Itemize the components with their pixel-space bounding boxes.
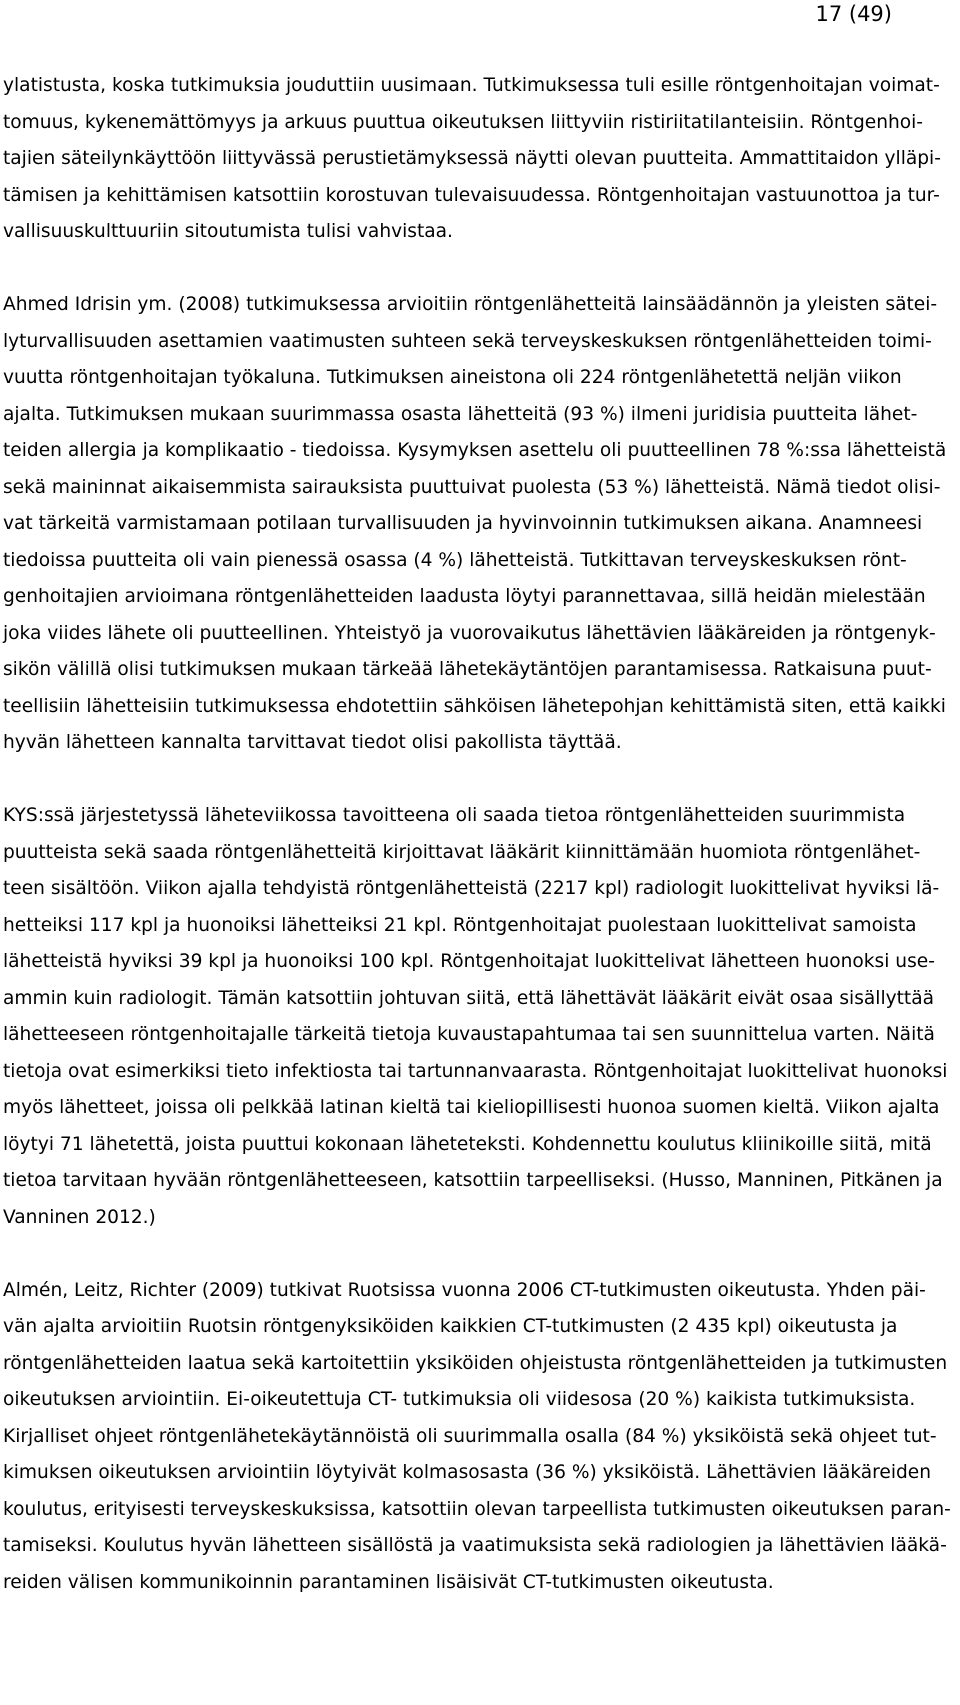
text-line: joka viides lähete oli puutteellinen. Yhteistyö ja vuorovaikutus lähettävien lääkäreiden ja röntgenyk-	[3, 622, 936, 644]
text-line: hyvän lähetteen kannalta tarvittavat tiedot olisi pakollista täyttää.	[3, 732, 622, 753]
text-line: myös lähetteet, joissa oli pelkkää latinan kieltä tai kieliopillisesti huonoa suomen kieltä. Viikon ajalta	[3, 1097, 940, 1118]
text-line: tajien säteilynkäyttöön liittyvässä perustietämyksessä näytti olevan puutteita. Ammattitaidon ylläpi-	[3, 148, 941, 169]
text-line: tämisen ja kehittämisen katsottiin korostuvan tulevaisuudessa. Röntgenhoitajan vastuunottoa ja tur-	[3, 184, 940, 206]
text-line: ylatistusta, koska tutkimuksia jouduttiin uusimaan. Tutkimuksessa tuli esille röntgenhoitajan voimat-	[3, 75, 940, 96]
text-line: teellisiin lähetteisiin tutkimuksessa ehdotettiin sähköisen lähetepohjan kehittämistä siten, että kaikki	[3, 695, 946, 717]
page-number: 17 (49)	[815, 2, 892, 26]
text-line: KYS:ssä järjestetyssä läheteviikossa tavoitteena oli saada tietoa röntgenlähetteiden suurimmista	[3, 805, 906, 826]
text-line: hetteiksi 117 kpl ja huonoiksi lähetteiksi 21 kpl. Röntgenhoitajat puolestaan luokittelivat samoista	[3, 914, 917, 936]
text-line: oikeutuksen arviointiin. Ei-oikeutettuja CT- tutkimuksia oli viidesosa (20 %) kaikista tutkimuksista.	[3, 1389, 916, 1410]
text-line: vän ajalta arvioitiin Ruotsin röntgenyksiköiden kaikkien CT-tutkimusten (2 435 kpl) oikeutusta ja	[3, 1316, 898, 1337]
text-line: ajalta. Tutkimuksen mukaan suurimmassa osasta lähetteitä (93 %) ilmeni juridisia puutteita lähet-	[3, 403, 918, 425]
text-line: löytyi 71 lähetettä, joista puuttui kokonaan läheteteksti. Kohdennettu koulutus kliinikoille siitä, mitä	[3, 1133, 932, 1155]
text-line: vuutta röntgenhoitajan työkaluna. Tutkimuksen aineistona oli 224 röntgenlähetettä neljän viikon	[3, 367, 902, 388]
text-line: lyturvallisuuden asettamien vaatimusten suhteen sekä terveyskeskuksen röntgenlähetteiden toimi-	[3, 330, 932, 352]
text-line: lähetteeseen röntgenhoitajalle tärkeitä tietoja kuvaustapahtumaa tai sen suunnittelua varten. Näitä	[3, 1024, 935, 1045]
text-line: genhoitajien arvioimana röntgenlähetteiden laadusta löytyi parannettavaa, sillä heidän mielestään	[3, 586, 926, 607]
text-line: röntgenlähetteiden laatua sekä kartoitettiin yksiköiden ohjeistusta röntgenlähetteiden ja tutkimusten	[3, 1352, 948, 1374]
paragraph-4	[3, 1273, 958, 1602]
text-line: koulutus, erityisesti terveyskeskuksissa, katsottiin olevan tarpeellista tutkimusten oikeutuksen paran-	[3, 1498, 951, 1520]
text-line: kimuksen oikeutuksen arviointiin löytyivät kolmasosasta (36 %) yksiköistä. Lähettävien lääkäreiden	[3, 1462, 932, 1483]
text-line: vat tärkeitä varmistamaan potilaan turvallisuuden ja hyvinvoinnin tutkimuksen aikana. Anamneesi	[3, 513, 923, 534]
text-line: tiedoissa puutteita oli vain pienessä osassa (4 %) lähetteistä. Tutkittavan terveyskeskuksen rönt-	[3, 549, 907, 571]
text-line: Kirjalliset ohjeet röntgenlähetekäytännöistä oli suurimmalla osalla (84 %) yksiköistä sekä ohjeet tut-	[3, 1425, 937, 1447]
text-line: tamiseksi. Koulutus hyvän lähetteen sisällöstä ja vaatimuksista sekä radiologien ja lähettävien lääkä-	[3, 1535, 947, 1556]
paragraph-1	[3, 68, 958, 251]
text-line: puutteista sekä saada röntgenlähetteitä kirjoittavat lääkärit kiinnittämään huomiota röntgenlähet-	[3, 841, 921, 863]
text-line: teen sisältöön. Viikon ajalla tehdyistä röntgenlähetteistä (2217 kpl) radiologit luokittelivat hyviksi lä-	[3, 878, 940, 899]
paragraph-spacer	[3, 251, 958, 288]
text-line: ammin kuin radiologit. Tämän katsottiin johtuvan siitä, että lähettävät lääkärit eivät osaa sisällyttää	[3, 987, 935, 1009]
text-line: vallisuuskulttuuriin sitoutumista tulisi vahvistaa.	[3, 221, 453, 242]
text-line: sekä maininnat aikaisemmista sairauksista puuttuivat puolesta (53 %) lähetteistä. Nämä tiedot olisi-	[3, 476, 941, 498]
text-line: Vanninen 2012.)	[3, 1206, 156, 1228]
text-line: lähetteistä hyviksi 39 kpl ja huonoiksi 100 kpl. Röntgenhoitajat luokittelivat lähetteen huonoksi use-	[3, 951, 935, 972]
paragraph-3	[3, 798, 958, 1236]
text-line: Ahmed Idrisin ym. (2008) tutkimuksessa arvioitiin röntgenlähetteitä lainsäädännön ja yleisten sätei-	[3, 294, 938, 315]
text-line: Almén, Leitz, Richter (2009) tutkivat Ruotsissa vuonna 2006 CT-tutkimusten oikeutusta. Yhden päi-	[3, 1279, 926, 1301]
text-line: tietoja ovat esimerkiksi tieto infektiosta tai tartunnanvaarasta. Röntgenhoitajat luokittelivat huonoksi	[3, 1060, 948, 1082]
paragraph-spacer	[3, 762, 958, 799]
paragraph-spacer	[3, 1236, 958, 1273]
paragraph-2	[3, 287, 958, 762]
text-line: sikön välillä olisi tutkimuksen mukaan tärkeää lähetekäytäntöjen parantamisessa. Ratkaisuna puut-	[3, 659, 932, 680]
text-line: reiden välisen kommunikoinnin parantaminen lisäisivät CT-tutkimusten oikeutusta.	[3, 1571, 774, 1593]
text-line: tomuus, kykenemättömyys ja arkuus puuttua oikeutuksen liittyviin ristiriitatilanteisiin. Röntgenhoi-	[3, 111, 924, 133]
text-line: teiden allergia ja komplikaatio - tiedoissa. Kysymyksen asettelu oli puutteellinen 78 %:ssa lähetteistä	[3, 440, 947, 461]
document-body	[3, 68, 958, 1601]
text-line: tietoa tarvitaan hyvään röntgenlähetteeseen, katsottiin tarpeelliseksi. (Husso, Manninen, Pitkänen ja	[3, 1170, 943, 1191]
